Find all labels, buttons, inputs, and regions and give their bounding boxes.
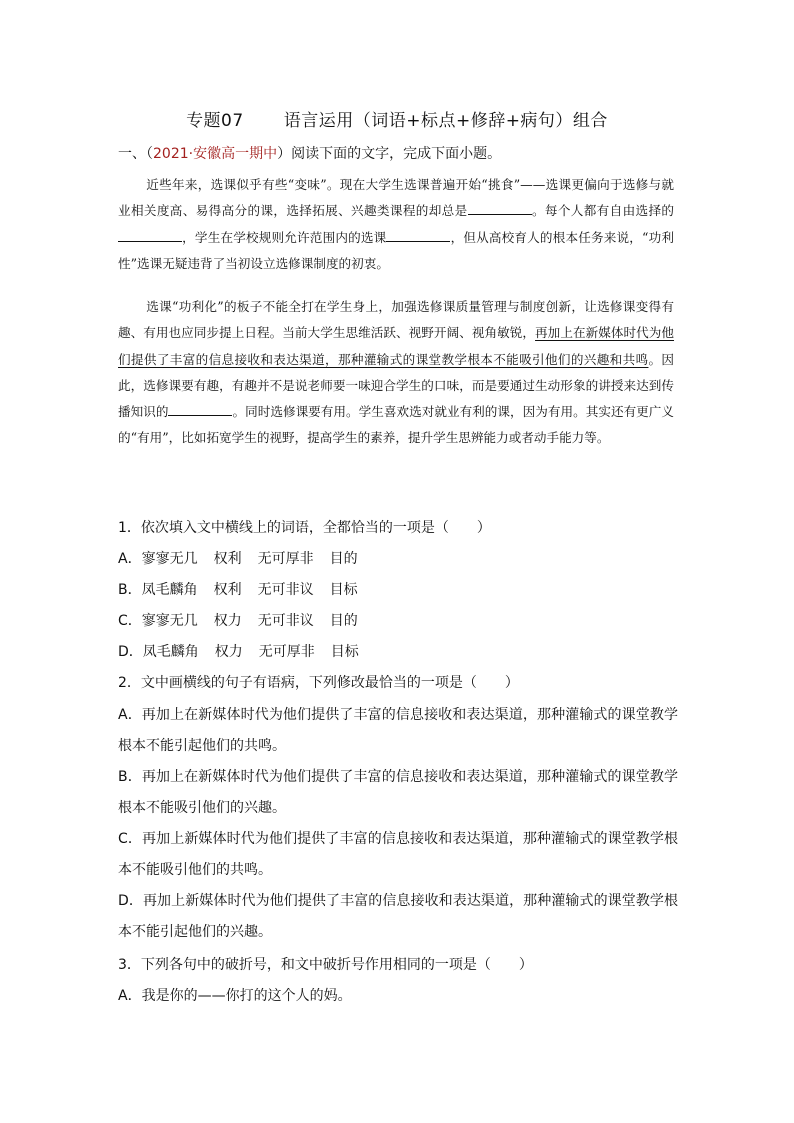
underlined-sentence: 再加上在新媒体时代为他们提供了丰富的信息接收和表达渠道，那种灌输式的课堂教学根本不能吸引他们的兴趣和共鸣 bbox=[118, 325, 675, 367]
page-title bbox=[0, 106, 794, 131]
title-name: 语言运用（词语+标点+修辞+病句）组合 bbox=[283, 111, 608, 131]
question-1-option-a[interactable]: A．寥寥无几 权利 无可厚非 目的 bbox=[118, 551, 358, 567]
question-2-option-c[interactable]: C．再加上新媒体时代为他们提供了丰富的信息接收和表达渠道，那种灌输式的课堂教学根本不能吸引他们的共鸣。 bbox=[118, 831, 678, 878]
passage-paragraph-1: 近些年来，选课似乎有些“变味”。现在大学生选课普遍开始“挑食”——选课更偏向于选修与就业相关度高、易得高分的课，选择拓展、兴趣类课程的却总是 。每个人都有自由选择的，学生在学校规则允许范围内的选课 ，但从高校育人的根本任务来说，“功利性”选课无疑违背了当初设立选修课制度的初衷。 bbox=[118, 177, 675, 271]
question-source: 2021·安徽高一期中 bbox=[153, 146, 278, 162]
question-2-option-a[interactable]: A．再加上在新媒体时代为他们提供了丰富的信息接收和表达渠道，那种灌输式的课堂教学根本不能引起他们的共鸣。 bbox=[118, 707, 678, 754]
fill-blank-1 bbox=[468, 202, 532, 215]
question-1-stem: 1．依次填入文中横线上的词语，全都恰当的一项是（ ） bbox=[118, 520, 491, 536]
section-heading: 一、（2021·安徽高一期中）阅读下面的文字，完成下面小题。 bbox=[118, 146, 502, 162]
question-3-option-a[interactable]: A．我是你的——你打的这个人的妈。 bbox=[118, 988, 352, 1004]
passage-paragraph-2: 选课“功利化”的板子不能全打在学生身上，加强选修课质量管理与制度创新，让选修课变得有趣、有用也应同步提上日程。当前大学生思维活跃、视野开阔、视角敏锐，再加上在新媒体时代为他们提供了丰富的信息接收和表达渠道，那种灌输式的课堂教学根本不能吸引他们的兴趣和共鸣。因此，选修课要有趣，有趣并不是说老师要一味迎合学生的口味，而是要通过生动形象的讲授来达到传播知识的 。同时选修课要有用。学生喜欢选对就业有利的课，因为有用。其实还有更广义的“有用”，比如拓宽学生的视野，提高学生的素养，提升学生思辨能力或者动手能力等。 bbox=[118, 299, 675, 446]
question-1-option-b[interactable]: B．凤毛麟角 权利 无可非议 目标 bbox=[118, 582, 358, 598]
fill-blank-4 bbox=[168, 403, 232, 416]
title-topic: 专题07 bbox=[186, 111, 244, 131]
question-2-stem: 2．文中画横线的句子有语病，下列修改最恰当的一项是（ ） bbox=[118, 675, 519, 691]
question-2-option-d[interactable]: D．再加上新媒体时代为他们提供了丰富的信息接收和表达渠道，那种灌输式的课堂教学根本不能引起他们的兴趣。 bbox=[118, 893, 678, 940]
question-1-option-d[interactable]: D．凤毛麟角 权力 无可厚非 目标 bbox=[118, 644, 359, 660]
fill-blank-2 bbox=[118, 229, 182, 242]
question-3-stem: 3．下列各句中的破折号，和文中破折号作用相同的一项是（ ） bbox=[118, 957, 533, 973]
fill-blank-3 bbox=[386, 229, 450, 242]
question-2-option-b[interactable]: B．再加上在新媒体时代为他们提供了丰富的信息接收和表达渠道，那种灌输式的课堂教学根本不能吸引他们的兴趣。 bbox=[118, 769, 678, 816]
question-1-option-c[interactable]: C．寥寥无几 权力 无可非议 目的 bbox=[118, 613, 358, 629]
